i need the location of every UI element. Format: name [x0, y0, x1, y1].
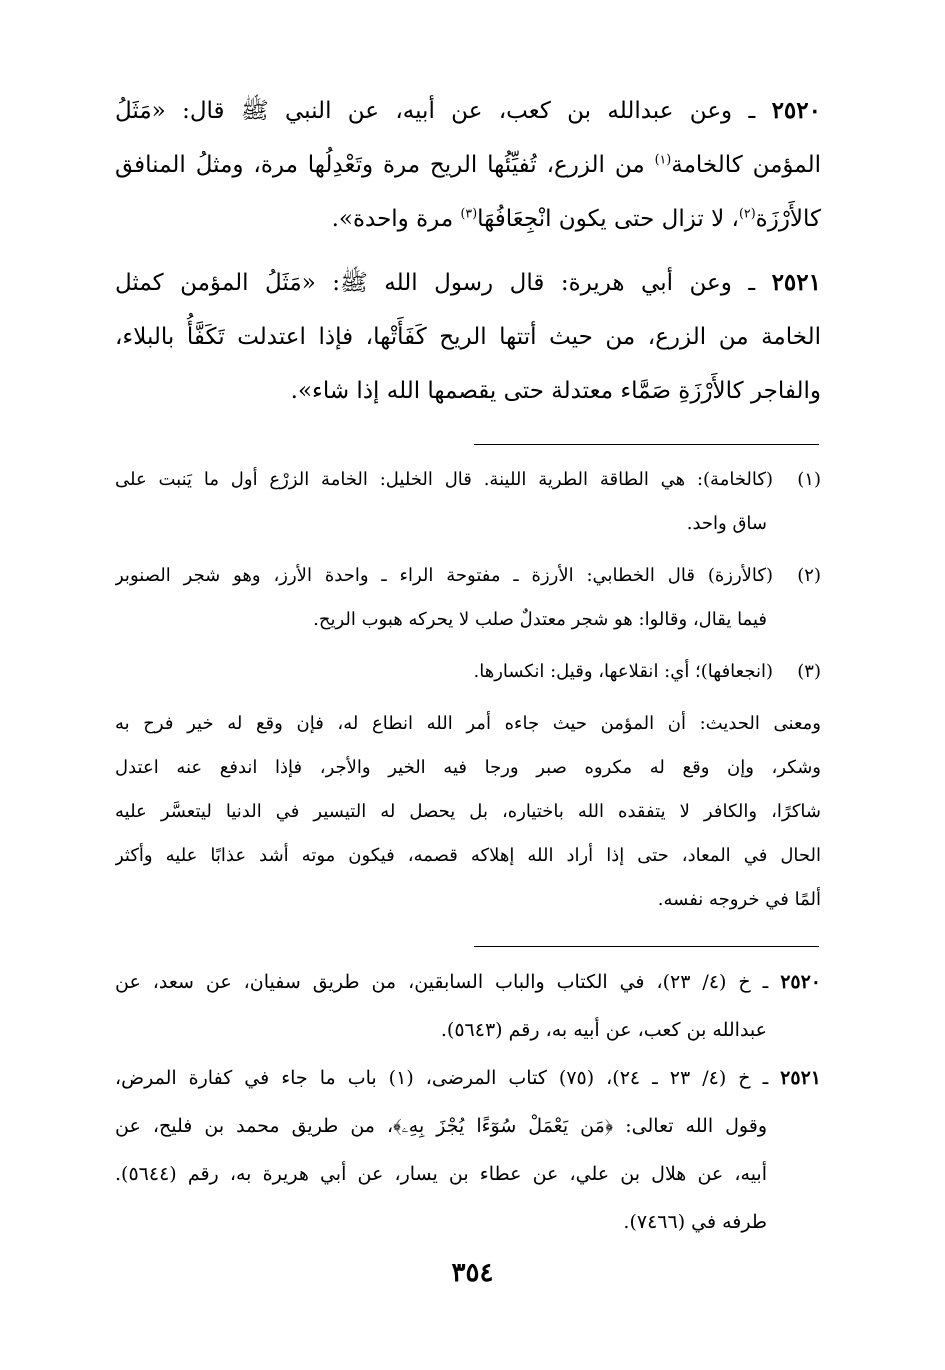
page-number: ٣٥٤ [451, 1258, 494, 1288]
text-line: كالأَرْزَة$^{(٢)}$، لا تزال حتى يكون انْجِعَافُهَا$^{(٣)}$ مرة واحدة». [331, 205, 821, 232]
footnote-marker[interactable]: (٢) [738, 205, 756, 221]
footnote-number: (٣) [797, 661, 821, 682]
text-line: ٢٥٢١ ـ وعن أبي هريرة: قال رسول الله ﷺ: «مَثَلُ المؤمن كمثل [115, 269, 821, 296]
footnote-divider [474, 444, 819, 445]
text-line: ٢٥٢٠ ـ وعن عبدالله بن كعب، عن أبيه، عن النبي ﷺ قال: «مَثَلُ [115, 97, 821, 124]
footnote-marker[interactable]: (٣) [460, 205, 478, 221]
footnote-marker[interactable]: (١) [654, 151, 672, 167]
hadith-number: ٢٥٢١ [771, 269, 821, 296]
footnote: (٣)(انجعافها)؛ أي: انقلاعها، وقيل: انكسارها. [115, 650, 821, 694]
hadith-number: ٢٥٢٠ [771, 97, 821, 124]
text-line: والفاجر كالأَرْزَةِ صَمَّاء معتدلة حتى يقصمها الله إذا شاء». [290, 378, 821, 404]
footnote: (٢)(كالأرزة) قال الخطابي: الأرزة ـ مفتوحة الراء ـ واحدة الأرز، وهو شجر الصنوبر فيما يقال، وقالوا: هو شجر معتدلٌ صلب لا يحركه هبوب الريح. [115, 554, 821, 642]
reference-2521: ٢٥٢١ ـ خ (٤/ ٢٣ ـ ٢٤)، (٧٥) كتاب المرضى، (١) باب ما جاء في كفارة المرض، وقول الله تعالى: ﴿مَن يَعْمَلْ سُوٓءًا يُجْزَ بِهِۦ﴾، من طريق محمد بن فليح، عن أبيه، عن هلال بن علي، عن عطاء بن يسار، عن أبي هريرة به، رقم (٥٦٤٤). طرفه في (٧٤٦٦). [115, 1067, 821, 1233]
reference-number: ٢٥٢١ [780, 1067, 821, 1089]
hadith-2520 [115, 84, 821, 246]
commentary: ومعنى الحديث: أن المؤمن حيث جاءه أمر الله انطاع له، فإن وقع له خير فرح به وشكر، وإن وقع له مكروه صبر ورجا فيه الخير والأجر، فإذا اندفع عنه اعتدل شاكرًا، والكافر لا يتفقده الله باختياره، بل يحصل له التيسير في الدنيا ليتعسَّر عليه الحال في المعاد، حتى إذا أراد الله إهلاكه قصمه، فيكون موته أشد عذابًا عليه وأكثر ألمًا في خروجه نفسه. [115, 713, 821, 910]
hadith-2521 [115, 256, 821, 418]
text-line: المؤمن كالخامة$^{(١)}$ من الزرع، تُفيِّئُها الريح مرة وتَعْدِلُها مرة، ومثلُ المنافق [115, 151, 821, 178]
reference-2520: ٢٥٢٠ ـ خ (٤/ ٢٣)، في الكتاب والباب السابقين، من طريق سفيان، عن سعد، عن عبدالله بن كعب، عن أبيه به، رقم (٥٦٤٣). [115, 971, 821, 1041]
footnotes [115, 458, 821, 922]
footnote-number: (٢) [797, 565, 821, 586]
text-line: الخامة من الزرع، من حيث أتتها الريح كَفَأَتْها، فإذا اعتدلت تَكَفَّأُ بالبلاء، [115, 324, 821, 350]
footnote: (١)(كالخامة): هي الطاقة الطرية اللينة. قال الخليل: الخامة الزرْع أول ما يَنبت على ساق واحد. [115, 458, 821, 546]
reference-divider [474, 946, 819, 947]
footnote-number: (١) [797, 469, 821, 490]
reference-number: ٢٥٢٠ [780, 971, 821, 993]
main-text [115, 84, 821, 428]
references [115, 958, 821, 1246]
